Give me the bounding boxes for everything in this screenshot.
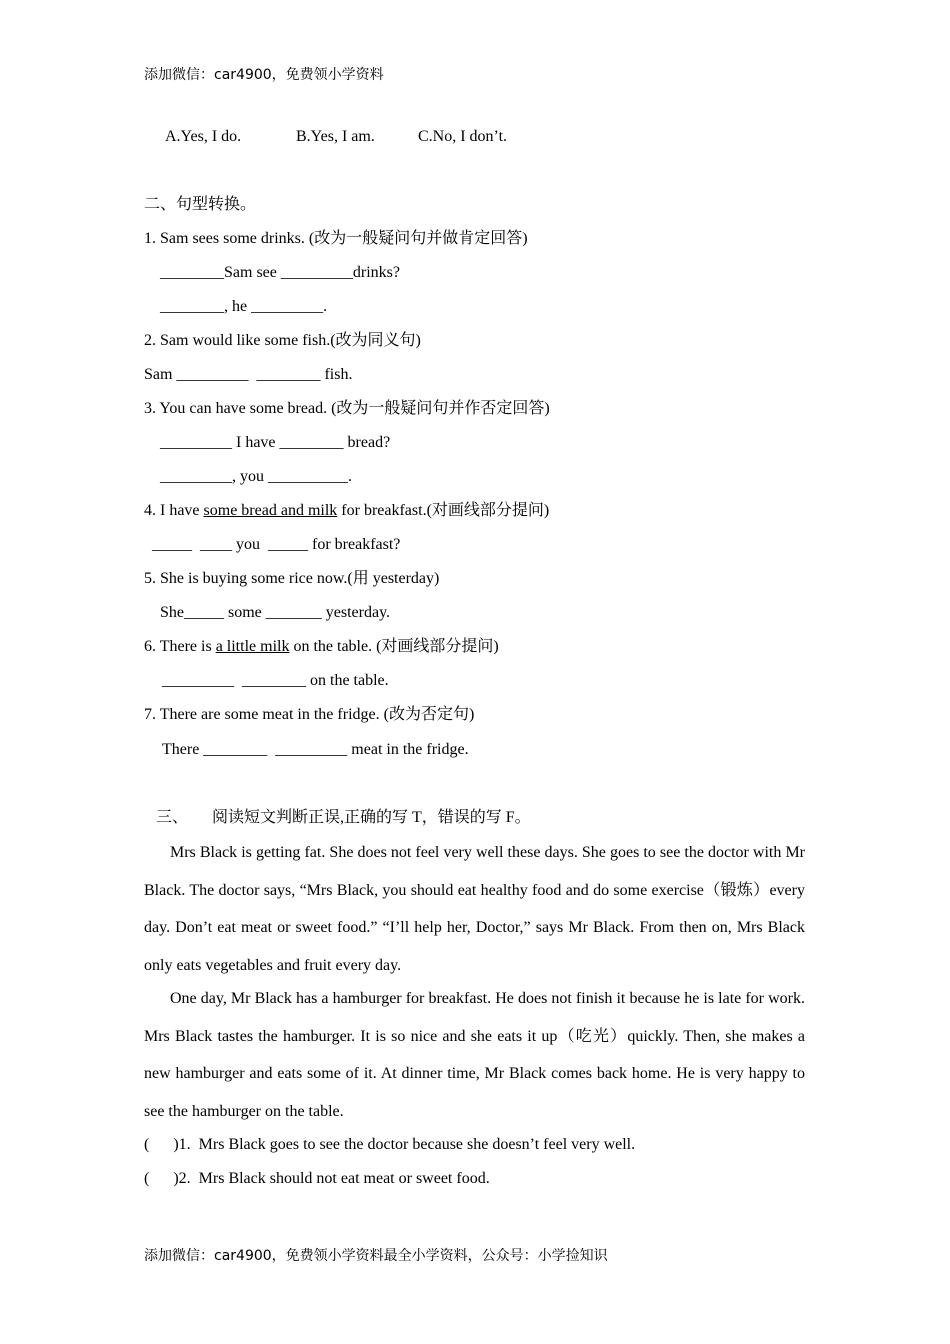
q6-underlined-phrase: a little milk xyxy=(215,638,290,655)
q6-prompt xyxy=(144,637,499,657)
q4-prompt-pre: 4. I have xyxy=(144,502,204,519)
q4-prompt xyxy=(144,501,549,521)
q7-prompt: 7. There are some meat in the fridge. (改为否定句) xyxy=(144,706,475,723)
q4-prompt-post: for breakfast.(对画线部分提问) xyxy=(337,502,550,519)
option-a: A.Yes, I do. xyxy=(165,128,242,145)
option-b: B.Yes, I am. xyxy=(296,128,375,145)
q2-answer-line-1: Sam _________ ________ fish. xyxy=(144,366,353,383)
q1-prompt: 1. Sam sees some drinks. (改为一般疑问句并做肯定回答) xyxy=(144,230,528,247)
reading-paragraph-1: Mrs Black is getting fat. She does not feel very well these days. She goes to see the doctor with Mr Black. The doctor says, “Mrs Black, you should eat healthy food and do some exercise（锻炼）every day. Don’t eat meat or sweet food.” “I’ll help her, Doctor,” says Mr Black. From then on, Mrs Black only eats vegetables and fruit every day. xyxy=(144,844,805,974)
true-false-item-2: ( )2. Mrs Black should not eat meat or sweet food. xyxy=(144,1170,490,1187)
section2-title: 二、句型转换。 xyxy=(144,196,257,213)
q3-answer-line-2: _________, you __________. xyxy=(160,468,352,485)
q6-prompt-post: on the table. (对画线部分提问) xyxy=(289,638,499,655)
q1-answer-line-1: ________Sam see _________drinks? xyxy=(160,264,400,281)
q5-prompt: 5. She is buying some rice now.(用 yesterday) xyxy=(144,570,440,587)
q3-prompt: 3. You can have some bread. (改为一般疑问句并作否定回答) xyxy=(144,400,550,417)
q5-answer-line-1: She_____ some _______ yesterday. xyxy=(160,604,391,621)
option-c: C.No, I don’t. xyxy=(418,128,508,145)
page-footer: 添加微信：car4900，免费领小学资料最全小学资料，公众号：小学捡知识 xyxy=(144,1248,608,1264)
true-false-item-1: ( )1. Mrs Black goes to see the doctor because she doesn’t feel very well. xyxy=(144,1136,636,1153)
q4-answer-line-1: _____ ____ you _____ for breakfast? xyxy=(152,536,401,553)
q3-answer-line-1: _________ I have ________ bread? xyxy=(160,434,391,451)
q2-prompt: 2. Sam would like some fish.(改为同义句) xyxy=(144,332,421,349)
section3-number: 三、 xyxy=(156,809,189,826)
section3-title: 阅读短文判断正误,正确的写 T，错误的写 F。 xyxy=(212,809,531,826)
q1-answer-line-2: ________, he _________. xyxy=(160,298,328,315)
reading-paragraph-2: One day, Mr Black has a hamburger for breakfast. He does not finish it because he is late for work. Mrs Black tastes the hamburger. It is so nice and she eats it up（吃光）quickly. Then, she makes a new hamburger and eats some of it. At dinner time, Mr Black comes back home. He is very happy to see the hamburger on the table. xyxy=(144,990,805,1120)
page-header: 添加微信：car4900，免费领小学资料 xyxy=(144,67,384,83)
q4-underlined-phrase: some bread and milk xyxy=(203,502,338,519)
q7-answer-line-1: There ________ _________ meat in the fridge. xyxy=(162,741,469,758)
q6-prompt-pre: 6. There is xyxy=(144,638,216,655)
q6-answer-line-1: _________ ________ on the table. xyxy=(162,672,389,689)
